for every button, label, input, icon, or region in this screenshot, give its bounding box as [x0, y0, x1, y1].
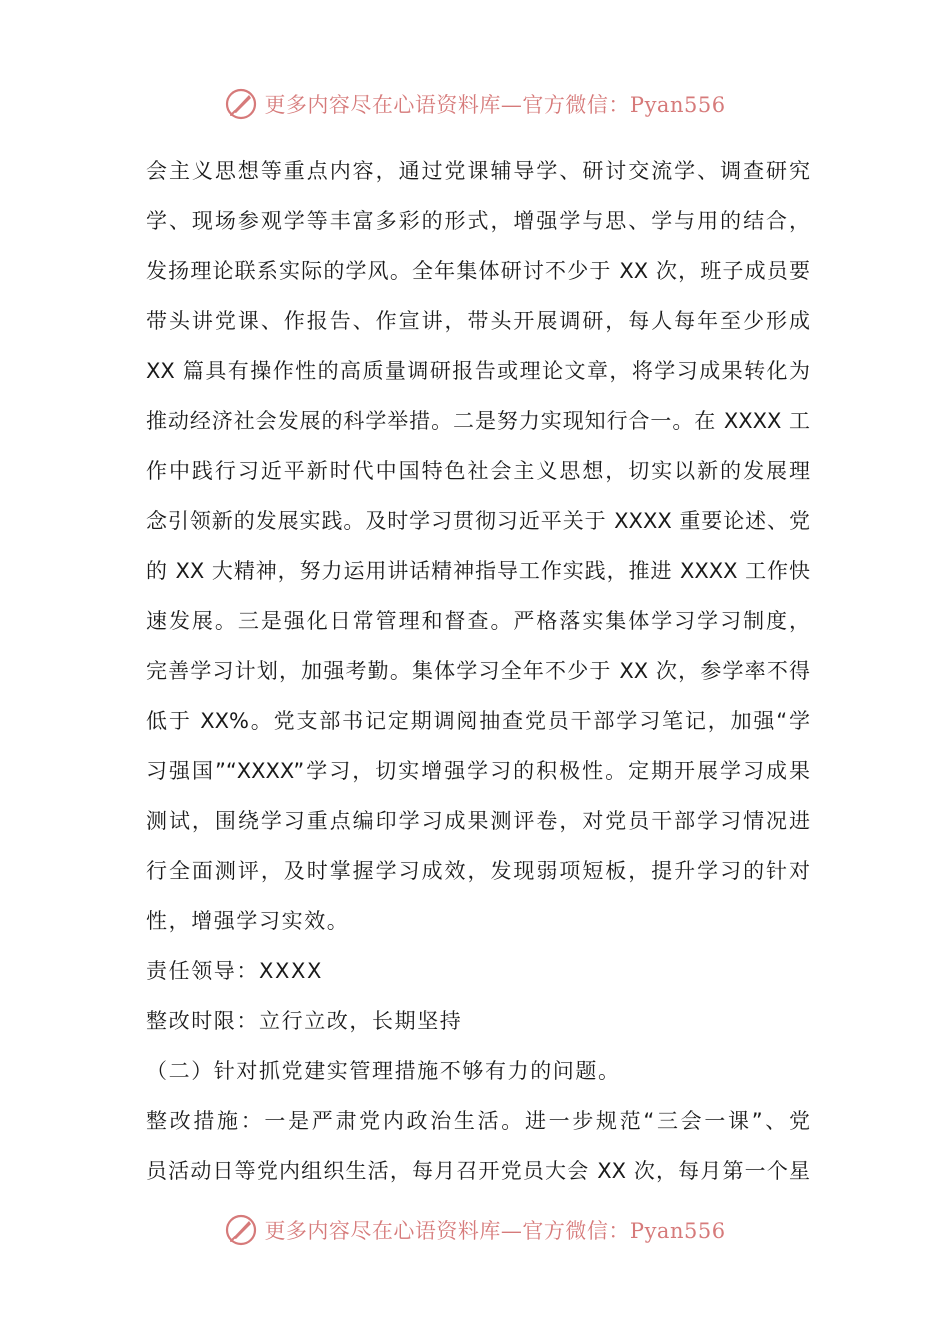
text-line: 念引领新的发展实践。及时学习贯彻习近平关于 XXXX 重要论述、党	[146, 509, 810, 533]
text-line: 作中践行习近平新时代中国特色社会主义思想，切实以新的发展理	[146, 459, 810, 483]
section-heading: （二）针对抓党建实管理措施不够有力的问题。	[146, 1059, 621, 1083]
watermark-text: 更多内容尽在心语资料库—官方微信：Pyan556	[264, 1219, 726, 1243]
text-line: 发扬理论联系实际的学风。全年集体研讨不少于 XX 次，班子成员要	[146, 259, 810, 283]
text-line: 行全面测评，及时掌握学习成效，发现弱项短板，提升学习的针对	[146, 859, 810, 883]
quill-logo-icon	[224, 1213, 258, 1247]
quill-logo-icon	[224, 87, 258, 121]
text-line: 的 XX 大精神，努力运用讲话精神指导工作实践，推进 XXXX 工作快	[146, 559, 810, 583]
text-line: 性，增强学习实效。	[146, 909, 350, 933]
text-line: 速发展。三是强化日常管理和督查。严格落实集体学习学习制度，	[146, 609, 810, 633]
text-line: 完善学习计划，加强考勤。集体学习全年不少于 XX 次，参学率不得	[146, 659, 810, 683]
text-line: 员活动日等党内组织生活，每月召开党员大会 XX 次，每月第一个星	[146, 1159, 810, 1183]
text-line: 会主义思想等重点内容，通过党课辅导学、研讨交流学、调查研究	[146, 159, 810, 183]
text-line: 推动经济社会发展的科学举措。二是努力实现知行合一。在 XXXX 工	[146, 409, 810, 433]
watermark-text: 更多内容尽在心语资料库—官方微信：Pyan556	[264, 93, 726, 117]
text-line: 习强国”“XXXX”学习，切实增强学习的积极性。定期开展学习成果	[146, 759, 810, 783]
text-line: XX 篇具有操作性的高质量调研报告或理论文章，将学习成果转化为	[146, 359, 810, 383]
text-line: 测试，围绕学习重点编印学习成果测评卷，对党员干部学习情况进	[146, 809, 810, 833]
rectification-deadline: 整改时限：立行立改，长期坚持	[146, 1009, 463, 1033]
document-body	[146, 146, 810, 1196]
watermark-footer	[0, 1208, 950, 1252]
watermark-header	[0, 82, 950, 126]
text-line: 整改措施：一是严肃党内政治生活。进一步规范“三会一课”、党	[146, 1109, 810, 1133]
responsible-leader: 责任领导：XXXX	[146, 959, 323, 983]
text-line: 带头讲党课、作报告、作宣讲，带头开展调研，每人每年至少形成	[146, 309, 810, 333]
text-line: 低于 XX%。党支部书记定期调阅抽查党员干部学习笔记，加强“学	[146, 709, 810, 733]
text-line: 学、现场参观学等丰富多彩的形式，增强学与思、学与用的结合，	[146, 209, 810, 233]
